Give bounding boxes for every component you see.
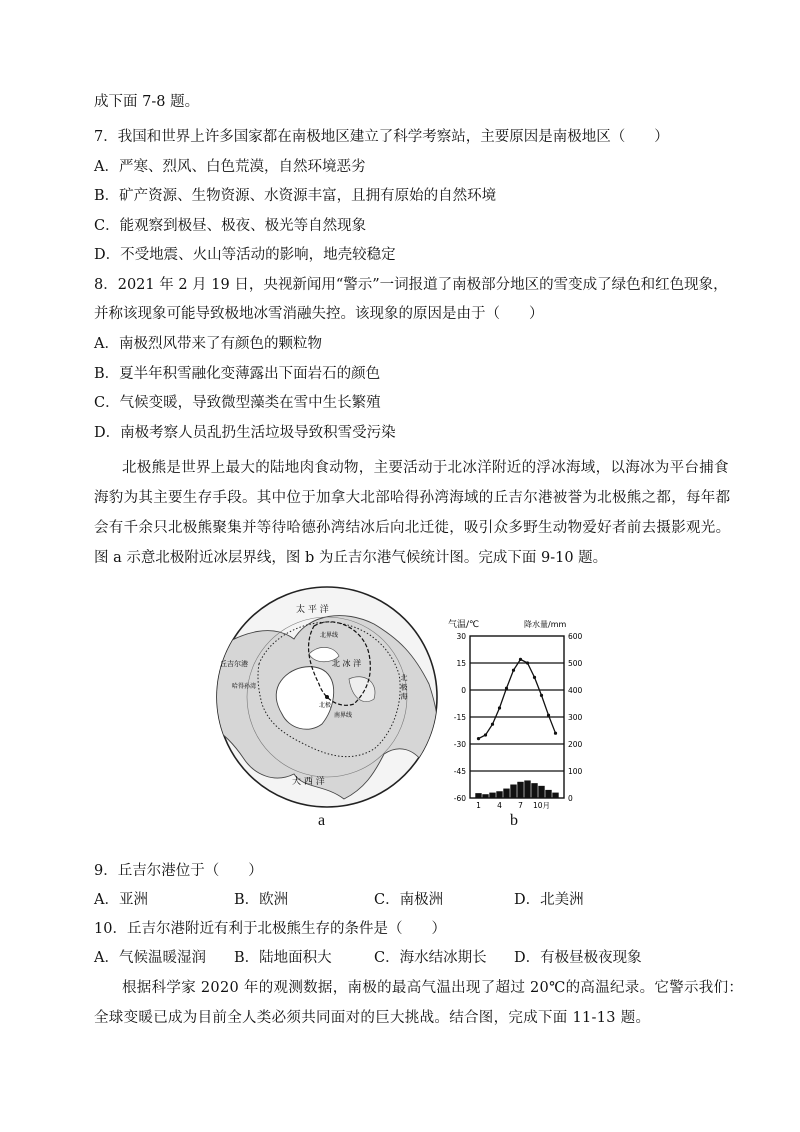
month-tick-label: 7 <box>518 801 523 810</box>
precip-bar <box>510 785 516 799</box>
temp-point <box>526 661 529 664</box>
temp-point <box>505 687 508 690</box>
temp-point <box>540 694 543 697</box>
precip-tick-label: 200 <box>568 740 583 749</box>
temp-point <box>512 669 515 672</box>
q10-option-a: A．气候温暖湿润 <box>94 950 206 966</box>
q10-option-b: B．陆地面积大 <box>234 950 332 966</box>
precip-bar <box>475 793 481 798</box>
temp-tick-label: 15 <box>456 659 466 668</box>
q10-option-d: D．有极昼极夜现象 <box>514 950 642 966</box>
passage-2-line2: 全球变暖已成为目前全人类必须共同面对的巨大挑战。结合图，完成下面 11-13 题。 <box>94 1010 651 1026</box>
south-line-label: 南界线 <box>334 712 353 719</box>
precip-tick-label: 100 <box>568 767 583 776</box>
precip-axis-label: 降水量/mm <box>524 620 567 629</box>
temp-point <box>484 733 487 736</box>
q8-option-c: C．气候变暖，导致微型藻类在雪中生长繁殖 <box>94 395 381 411</box>
month-tick-label: 4 <box>497 801 502 810</box>
temp-point <box>547 714 550 717</box>
north-sea-label: 北 极 海 <box>400 674 408 700</box>
passage-1-line2: 海豹为其主要生存手段。其中位于加拿大北部哈得孙湾海域的丘吉尔港被誉为北极熊之都，每年都 <box>94 490 731 506</box>
q9-option-c: C．南极洲 <box>374 892 444 908</box>
q8-option-b: B．夏半年积雪融化变薄露出下面岩石的颜色 <box>94 366 381 382</box>
temp-tick-label: 30 <box>456 632 466 641</box>
passage-1-line1: 北极熊是世界上最大的陆地肉食动物，主要活动于北冰洋附近的浮冰海域，以海冰为平台捕食 <box>122 460 729 476</box>
precip-tick-label: 600 <box>568 632 583 641</box>
precip-bar <box>517 782 523 798</box>
passage-1-line3: 会有千余只北极熊聚集并等待哈德孙湾结冰后向北迁徙，吸引众多野生动物爱好者前去摄影观光。 <box>94 520 731 536</box>
q9-option-d: D．北美洲 <box>514 892 584 908</box>
hudson-label: 哈得孙湾 <box>232 683 257 690</box>
precip-bar <box>503 789 509 798</box>
precip-bar <box>538 786 544 798</box>
question-9: 9．丘吉尔港位于（ ） <box>94 863 263 879</box>
climate-chart <box>446 614 586 810</box>
pacific-label: 太 平 洋 <box>296 605 329 615</box>
precip-bar <box>482 794 488 798</box>
q7-option-d: D．不受地震、火山等活动的影响，地壳较稳定 <box>94 247 396 263</box>
text-line: 成下面 7-8 题。 <box>94 94 200 110</box>
temp-point <box>533 676 536 679</box>
q7-option-c: C．能观察到极昼、极夜、极光等自然现象 <box>94 218 367 234</box>
passage-1-line4: 图 a 示意北极附近冰层界线，图 b 为丘吉尔港气候统计图。完成下面 9-10 题。 <box>94 550 608 566</box>
arctic-map <box>214 584 440 810</box>
q9-option-b: B．欧洲 <box>234 892 289 908</box>
precip-bar <box>489 793 495 798</box>
temp-point <box>519 658 522 661</box>
temp-tick-label: -15 <box>453 713 466 722</box>
precip-bar <box>496 791 502 798</box>
temp-axis-label: 气温/℃ <box>448 620 480 630</box>
q7-option-a: A．严寒、烈风、白色荒漠，自然环境恶劣 <box>94 159 366 175</box>
question-10: 10．丘吉尔港附近有利于北极熊生存的条件是（ ） <box>94 921 446 937</box>
month-tick-label: 10月 <box>532 801 551 810</box>
question-7: 7．我国和世界上许多国家都在南极地区建立了科学考察站，主要原因是南极地区（ ） <box>94 129 669 145</box>
temp-tick-label: -60 <box>453 794 466 803</box>
temp-point <box>554 732 557 735</box>
temp-tick-label: -30 <box>453 740 466 749</box>
passage-2-line1: 根据科学家 2020 年的观测数据，南极的最高气温出现了超过 20℃的高温纪录。它警示我们： <box>122 980 744 996</box>
temperature-line <box>479 659 556 738</box>
q8-option-a: A．南极烈风带来了有颜色的颗粒物 <box>94 336 322 352</box>
temp-tick-label: -45 <box>453 767 466 776</box>
question-8-line1: 8．2021 年 2 月 19 日，央视新闻用“警示”一词报道了南极部分地区的雪变成了绿色和红色现象， <box>94 277 728 293</box>
precip-tick-label: 400 <box>568 686 583 695</box>
precip-bar <box>531 783 537 798</box>
churchill-label: 丘吉尔港 <box>220 660 248 668</box>
precip-bar <box>524 780 530 798</box>
temp-point <box>491 723 494 726</box>
precip-bar <box>552 793 558 798</box>
q8-option-d: D．南极考察人员乱扔生活垃圾导致积雪受污染 <box>94 425 396 441</box>
figure-b-caption: b <box>510 812 518 829</box>
temp-point <box>477 737 480 740</box>
atlantic-label: 大 西 洋 <box>292 777 325 787</box>
north-pole-label: 北极 <box>319 702 332 709</box>
precip-bar <box>545 790 551 798</box>
question-8-line2: 并称该现象可能导致极地冰雪消融失控。该现象的原因是由于（ ） <box>94 306 544 322</box>
precip-tick-label: 300 <box>568 713 583 722</box>
q10-option-c: C．海水结冰期长 <box>374 950 487 966</box>
figure-a-caption: a <box>318 812 326 829</box>
precip-tick-label: 0 <box>568 794 573 803</box>
q9-option-a: A．亚洲 <box>94 892 148 908</box>
temp-tick-label: 0 <box>461 686 466 695</box>
temp-point <box>498 706 501 709</box>
precip-tick-label: 500 <box>568 659 583 668</box>
arctic-ocean-label: 北 冰 洋 <box>332 659 362 668</box>
q7-option-b: B．矿产资源、生物资源、水资源丰富，且拥有原始的自然环境 <box>94 188 497 204</box>
north-line-label: 北界线 <box>320 632 339 639</box>
month-tick-label: 1 <box>476 801 481 810</box>
